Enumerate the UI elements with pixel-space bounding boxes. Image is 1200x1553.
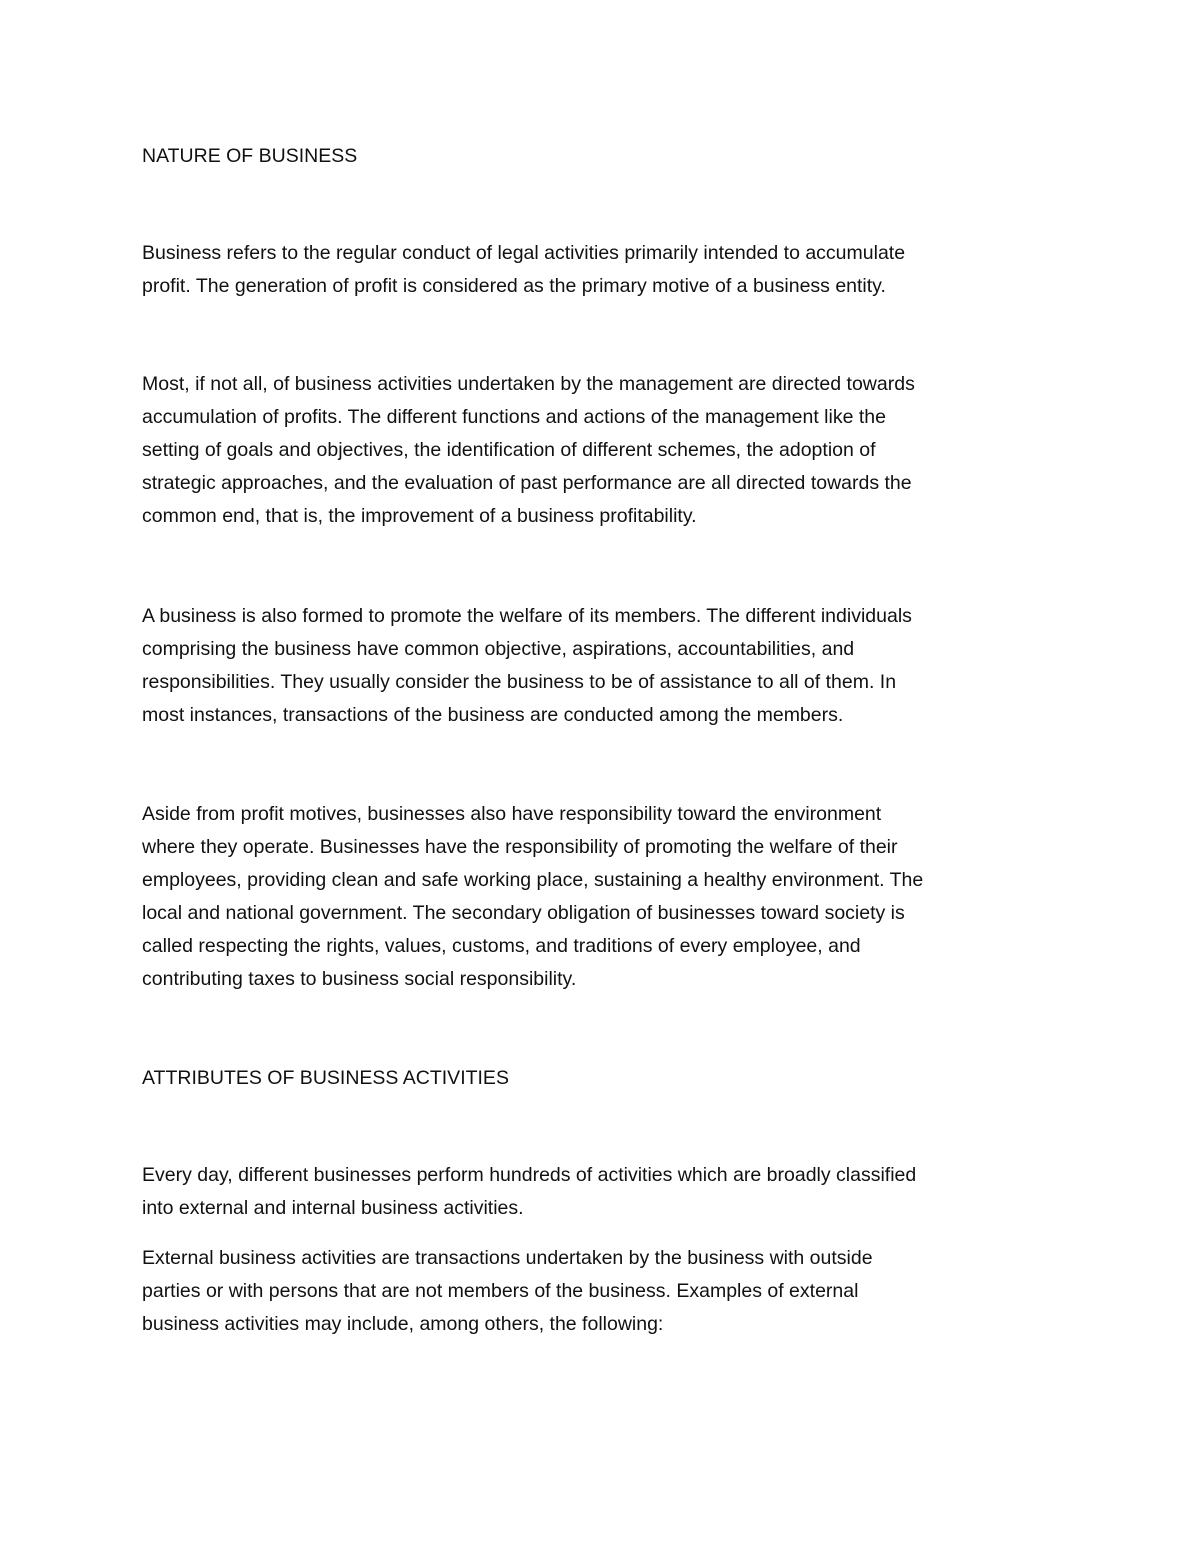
text-line: Most, if not all, of business activities undertaken by the management are directed towards	[142, 373, 915, 395]
paragraph-external-activities	[142, 1242, 1062, 1341]
text-line: strategic approaches, and the evaluation of past performance are all directed towards the	[142, 472, 912, 494]
text-line: called respecting the rights, values, customs, and traditions of every employee, and	[142, 935, 861, 957]
text-line: most instances, transactions of the business are conducted among the members.	[142, 704, 844, 726]
text-line: Business refers to the regular conduct of legal activities primarily intended to accumulate	[142, 242, 906, 264]
text-line: employees, providing clean and safe working place, sustaining a healthy environment. The	[142, 869, 924, 891]
text-line: profit. The generation of profit is considered as the primary motive of a business entity.	[142, 275, 886, 297]
text-line: where they operate. Businesses have the responsibility of promoting the welfare of their	[142, 836, 898, 858]
text-line: into external and internal business activities.	[142, 1197, 524, 1219]
paragraph-activity-classification	[142, 1159, 1062, 1225]
paragraph-business-definition	[142, 237, 1062, 303]
text-line: responsibilities. They usually consider the business to be of assistance to all of them. In	[142, 671, 897, 693]
text-line: Aside from profit motives, businesses also have responsibility toward the environment	[142, 803, 882, 825]
text-line: comprising the business have common objective, aspirations, accountabilities, and	[142, 638, 855, 660]
heading-nature-of-business: NATURE OF BUSINESS	[142, 145, 358, 167]
text-line: accumulation of profits. The different functions and actions of the management like the	[142, 406, 886, 428]
text-line: common end, that is, the improvement of a business profitability.	[142, 505, 697, 527]
text-line: local and national government. The secondary obligation of businesses toward society is	[142, 902, 905, 924]
text-line: contributing taxes to business social responsibility.	[142, 968, 577, 990]
text-line: Every day, different businesses perform hundreds of activities which are broadly classified	[142, 1164, 917, 1186]
text-line: External business activities are transactions undertaken by the business with outside	[142, 1247, 873, 1269]
text-line: A business is also formed to promote the welfare of its members. The different individuals	[142, 605, 912, 627]
heading-attributes-of-business-activities: ATTRIBUTES OF BUSINESS ACTIVITIES	[142, 1067, 509, 1089]
paragraph-social-responsibility	[142, 798, 1062, 996]
text-line: parties or with persons that are not members of the business. Examples of external	[142, 1280, 859, 1302]
text-line: setting of goals and objectives, the identification of different schemes, the adoption of	[142, 439, 876, 461]
paragraph-profit-activities	[142, 368, 1062, 533]
text-line: business activities may include, among others, the following:	[142, 1313, 664, 1335]
paragraph-member-welfare	[142, 600, 1062, 732]
